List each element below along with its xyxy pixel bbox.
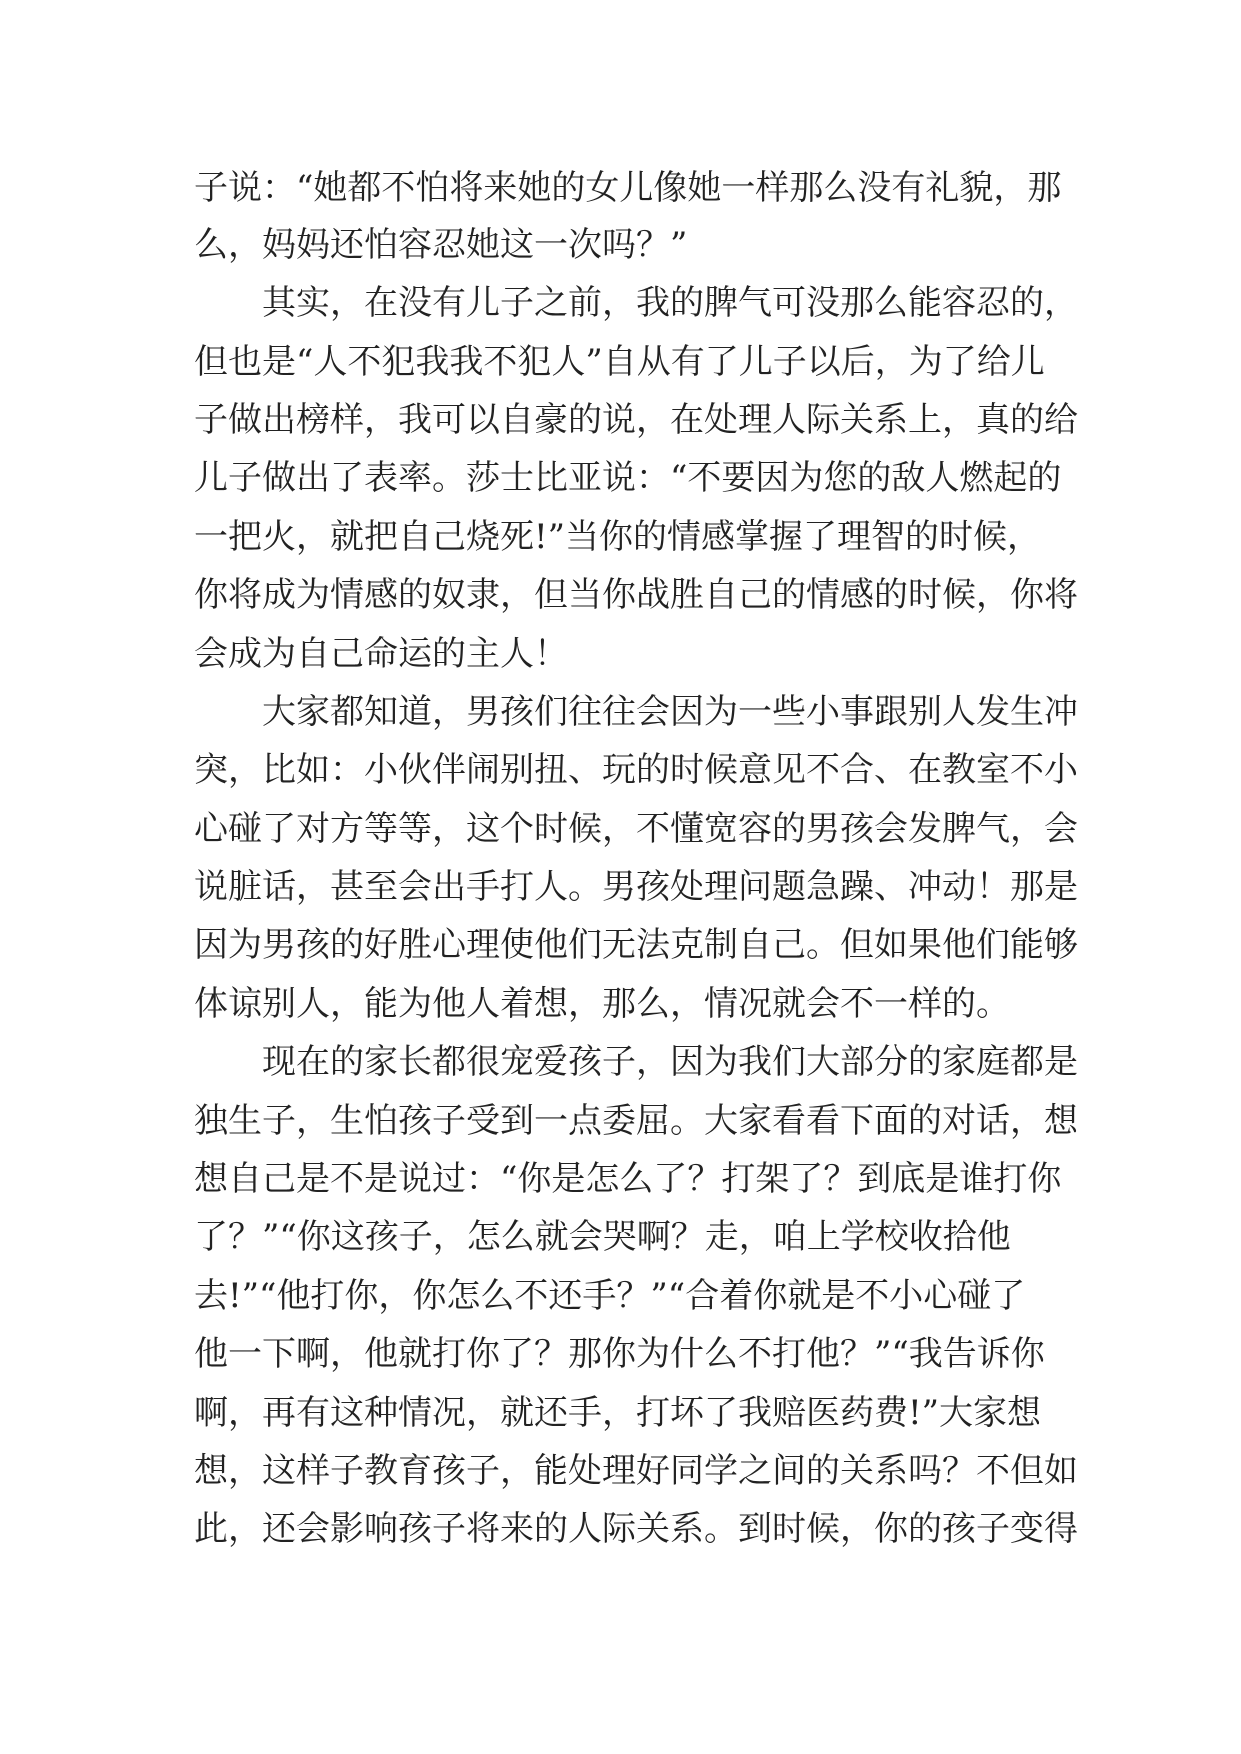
text-line: 其实，在没有儿子之前，我的脾气可没那么能容忍的， [194, 283, 1078, 323]
text-line: 他一下啊，他就打你了？那你为什么不打他？”“我告诉你 [194, 1334, 1045, 1374]
text-line: 了？”“你这孩子，怎么就会哭啊？走，咱上学校收拾他 [194, 1217, 1011, 1257]
text-line: 独生子，生怕孩子受到一点委屈。大家看看下面的对话，想 [194, 1101, 1078, 1141]
text-line: 你将成为情感的奴隶，但当你战胜自己的情感的时候，你将 [194, 575, 1078, 615]
text-line: 突，比如：小伙伴闹别扭、玩的时候意见不合、在教室不小 [194, 750, 1078, 790]
text-line: 儿子做出了表率。莎士比亚说：“不要因为您的敌人燃起的 [194, 458, 1062, 498]
text-line: 想自己是不是说过：“你是怎么了？打架了？到底是谁打你 [194, 1159, 1062, 1199]
text-line: 现在的家长都很宠爱孩子，因为我们大部分的家庭都是 [194, 1042, 1078, 1082]
text-line: 大家都知道，男孩们往往会因为一些小事跟别人发生冲 [194, 692, 1078, 732]
text-line: 此，还会影响孩子将来的人际关系。到时候，你的孩子变得 [194, 1509, 1078, 1549]
text-line: 心碰了对方等等，这个时候，不懂宽容的男孩会发脾气，会 [194, 809, 1078, 849]
text-line: 体谅别人，能为他人着想，那么，情况就会不一样的。 [194, 984, 1010, 1024]
text-line: 想，这样子教育孩子，能处理好同学之间的关系吗？不但如 [194, 1451, 1078, 1491]
text-line: 么，妈妈还怕容忍她这一次吗？” [194, 225, 688, 265]
text-line: 一把火，就把自己烧死!”当你的情感掌握了理智的时候， [194, 517, 1042, 557]
text-line: 会成为自己命运的主人！ [194, 634, 568, 674]
text-line: 说脏话，甚至会出手打人。男孩处理问题急躁、冲动！那是 [194, 867, 1078, 907]
text-line: 啊，再有这种情况，就还手，打坏了我赔医药费!”大家想 [194, 1393, 1042, 1433]
text-line: 子做出榜样，我可以自豪的说，在处理人际关系上，真的给 [194, 400, 1078, 440]
text-line: 但也是“人不犯我我不犯人”自从有了儿子以后，为了给儿 [194, 342, 1045, 382]
text-line: 去!”“他打你，你怎么不还手？”“合着你就是不小心碰了 [194, 1276, 1026, 1316]
text-line: 因为男孩的好胜心理使他们无法克制自己。但如果他们能够 [194, 925, 1078, 965]
text-line: 子说：“她都不怕将来她的女儿像她一样那么没有礼貌，那 [194, 168, 1062, 208]
